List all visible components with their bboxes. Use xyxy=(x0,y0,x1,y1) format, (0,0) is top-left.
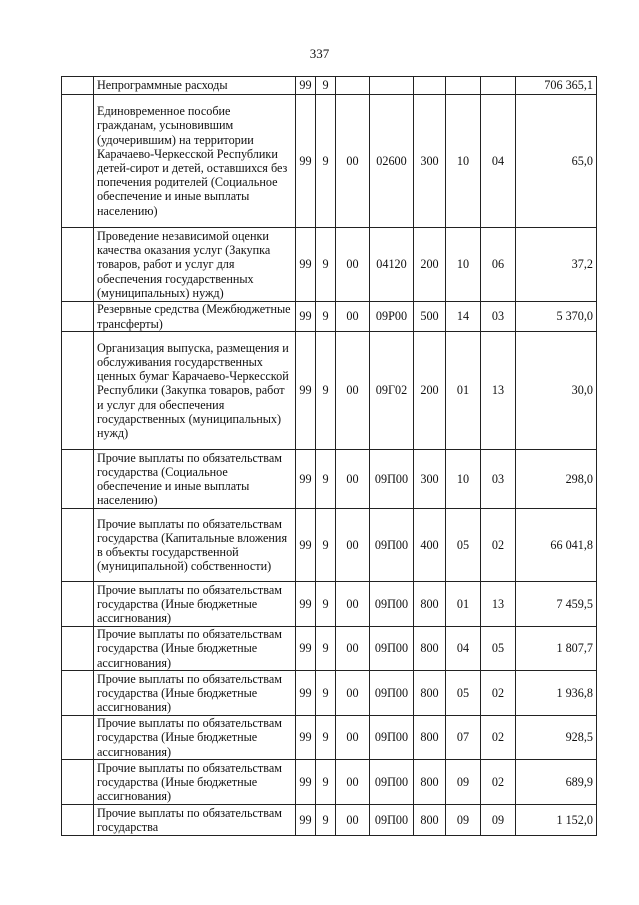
code-subprogram: 9 xyxy=(316,332,336,450)
code-subsection: 02 xyxy=(481,509,516,582)
code-subsection: 03 xyxy=(481,450,516,509)
code-direction: 00 xyxy=(336,450,370,509)
code-section: 05 xyxy=(446,509,481,582)
table-row xyxy=(62,228,597,302)
code-item xyxy=(370,77,414,95)
page-number: 337 xyxy=(309,46,330,61)
code-direction: 00 xyxy=(336,716,370,760)
code-subsection: 06 xyxy=(481,228,516,302)
table-row xyxy=(62,671,597,716)
code-section: 09 xyxy=(446,760,481,805)
code-program: 99 xyxy=(296,671,316,716)
code-subsection: 02 xyxy=(481,760,516,805)
table-row xyxy=(62,805,597,836)
amount: 66 041,8 xyxy=(516,509,597,582)
code-direction: 00 xyxy=(336,627,370,671)
code-section: 04 xyxy=(446,627,481,671)
row-name: Прочие выплаты по обязательствам государства xyxy=(94,805,296,836)
code-expense-type: 300 xyxy=(414,95,446,228)
code-program: 99 xyxy=(296,228,316,302)
code-item: 09П00 xyxy=(370,582,414,627)
code-section: 07 xyxy=(446,716,481,760)
code-program: 99 xyxy=(296,95,316,228)
amount: 5 370,0 xyxy=(516,302,597,332)
code-direction: 00 xyxy=(336,332,370,450)
code-subprogram: 9 xyxy=(316,582,336,627)
code-subprogram: 9 xyxy=(316,805,336,836)
code-direction: 00 xyxy=(336,509,370,582)
code-subprogram: 9 xyxy=(316,228,336,302)
amount: 7 459,5 xyxy=(516,582,597,627)
code-expense-type: 800 xyxy=(414,671,446,716)
code-subprogram: 9 xyxy=(316,302,336,332)
code-subprogram: 9 xyxy=(316,671,336,716)
code-expense-type: 800 xyxy=(414,582,446,627)
table-row xyxy=(62,450,597,509)
table-row xyxy=(62,77,597,95)
budget-table xyxy=(61,76,597,836)
code-program: 99 xyxy=(296,760,316,805)
code-item: 09П00 xyxy=(370,760,414,805)
table-body xyxy=(62,77,597,836)
code-program: 99 xyxy=(296,450,316,509)
code-subprogram: 9 xyxy=(316,450,336,509)
row-name: Единовременное пособие гражданам, усыновившим (удочерившим) на территории Карачаево-Черкесской Республики детей-сирот и детей, оставшихся без попечения родителей (Социальное обеспечение и иные выплаты населению) xyxy=(94,95,296,228)
code-subprogram: 9 xyxy=(316,77,336,95)
code-subprogram: 9 xyxy=(316,95,336,228)
code-item: 09Р00 xyxy=(370,302,414,332)
code-subsection: 13 xyxy=(481,332,516,450)
amount: 37,2 xyxy=(516,228,597,302)
code-section: 14 xyxy=(446,302,481,332)
row-name: Непрограммные расходы xyxy=(94,77,296,95)
code-expense-type: 200 xyxy=(414,332,446,450)
amount: 30,0 xyxy=(516,332,597,450)
row-index-cell xyxy=(62,509,94,582)
code-program: 99 xyxy=(296,582,316,627)
code-program: 99 xyxy=(296,805,316,836)
code-expense-type: 800 xyxy=(414,627,446,671)
code-section xyxy=(446,77,481,95)
table-row xyxy=(62,760,597,805)
code-section: 09 xyxy=(446,805,481,836)
amount: 1 936,8 xyxy=(516,671,597,716)
code-direction: 00 xyxy=(336,671,370,716)
table-row xyxy=(62,302,597,332)
row-index-cell xyxy=(62,332,94,450)
code-direction: 00 xyxy=(336,228,370,302)
code-section: 10 xyxy=(446,450,481,509)
table-row xyxy=(62,582,597,627)
code-subsection: 02 xyxy=(481,716,516,760)
row-name: Резервные средства (Межбюджетные трансферты) xyxy=(94,302,296,332)
row-name: Прочие выплаты по обязательствам государства (Иные бюджетные ассигнования) xyxy=(94,716,296,760)
code-item: 09П00 xyxy=(370,450,414,509)
table-row xyxy=(62,332,597,450)
code-section: 01 xyxy=(446,582,481,627)
code-program: 99 xyxy=(296,627,316,671)
code-program: 99 xyxy=(296,509,316,582)
code-direction: 00 xyxy=(336,95,370,228)
amount: 706 365,1 xyxy=(516,77,597,95)
code-section: 01 xyxy=(446,332,481,450)
code-expense-type: 200 xyxy=(414,228,446,302)
code-expense-type: 800 xyxy=(414,805,446,836)
code-program: 99 xyxy=(296,77,316,95)
row-index-cell xyxy=(62,95,94,228)
row-index-cell xyxy=(62,805,94,836)
amount: 298,0 xyxy=(516,450,597,509)
row-name: Прочие выплаты по обязательствам государства (Иные бюджетные ассигнования) xyxy=(94,627,296,671)
code-subsection: 03 xyxy=(481,302,516,332)
amount: 1 152,0 xyxy=(516,805,597,836)
code-subprogram: 9 xyxy=(316,509,336,582)
row-name: Прочие выплаты по обязательствам государства (Иные бюджетные ассигнования) xyxy=(94,671,296,716)
code-direction: 00 xyxy=(336,805,370,836)
row-index-cell xyxy=(62,228,94,302)
code-item: 04120 xyxy=(370,228,414,302)
table-row xyxy=(62,95,597,228)
code-direction xyxy=(336,77,370,95)
code-program: 99 xyxy=(296,716,316,760)
table-row xyxy=(62,509,597,582)
table-row xyxy=(62,627,597,671)
row-name: Проведение независимой оценки качества оказания услуг (Закупка товаров, работ и услуг для обеспечения государственных (муниципальных) нужд) xyxy=(94,228,296,302)
code-subsection: 05 xyxy=(481,627,516,671)
code-expense-type: 800 xyxy=(414,716,446,760)
code-subprogram: 9 xyxy=(316,760,336,805)
code-item: 02600 xyxy=(370,95,414,228)
code-item: 09П00 xyxy=(370,716,414,760)
row-name: Прочие выплаты по обязательствам государства (Иные бюджетные ассигнования) xyxy=(94,582,296,627)
row-name: Прочие выплаты по обязательствам государства (Капитальные вложения в объекты государственной (муниципальной) собственности) xyxy=(94,509,296,582)
code-subsection: 04 xyxy=(481,95,516,228)
row-index-cell xyxy=(62,671,94,716)
amount: 689,9 xyxy=(516,760,597,805)
code-subsection: 09 xyxy=(481,805,516,836)
code-subprogram: 9 xyxy=(316,627,336,671)
code-expense-type: 500 xyxy=(414,302,446,332)
code-subsection: 02 xyxy=(481,671,516,716)
code-section: 10 xyxy=(446,228,481,302)
amount: 65,0 xyxy=(516,95,597,228)
code-subsection xyxy=(481,77,516,95)
row-index-cell xyxy=(62,716,94,760)
code-direction: 00 xyxy=(336,582,370,627)
row-index-cell xyxy=(62,627,94,671)
code-section: 05 xyxy=(446,671,481,716)
row-index-cell xyxy=(62,450,94,509)
code-subsection: 13 xyxy=(481,582,516,627)
amount: 1 807,7 xyxy=(516,627,597,671)
row-name: Прочие выплаты по обязательствам государства (Иные бюджетные ассигнования) xyxy=(94,760,296,805)
code-direction: 00 xyxy=(336,760,370,805)
row-index-cell xyxy=(62,760,94,805)
code-item: 09П00 xyxy=(370,627,414,671)
row-index-cell xyxy=(62,302,94,332)
code-expense-type: 300 xyxy=(414,450,446,509)
code-item: 09П00 xyxy=(370,671,414,716)
table-row xyxy=(62,716,597,760)
code-subprogram: 9 xyxy=(316,716,336,760)
code-item: 09Г02 xyxy=(370,332,414,450)
code-expense-type: 400 xyxy=(414,509,446,582)
code-direction: 00 xyxy=(336,302,370,332)
row-index-cell xyxy=(62,582,94,627)
code-item: 09П00 xyxy=(370,805,414,836)
code-expense-type: 800 xyxy=(414,760,446,805)
code-item: 09П00 xyxy=(370,509,414,582)
amount: 928,5 xyxy=(516,716,597,760)
code-program: 99 xyxy=(296,302,316,332)
row-index-cell xyxy=(62,77,94,95)
code-program: 99 xyxy=(296,332,316,450)
row-name: Организация выпуска, размещения и обслуживания государственных ценных бумаг Карачаево-Черкесской Республики (Закупка товаров, работ и услуг для обеспечения государственных (муниципальных) нужд) xyxy=(94,332,296,450)
code-section: 10 xyxy=(446,95,481,228)
row-name: Прочие выплаты по обязательствам государства (Социальное обеспечение и иные выплаты населению) xyxy=(94,450,296,509)
code-expense-type xyxy=(414,77,446,95)
